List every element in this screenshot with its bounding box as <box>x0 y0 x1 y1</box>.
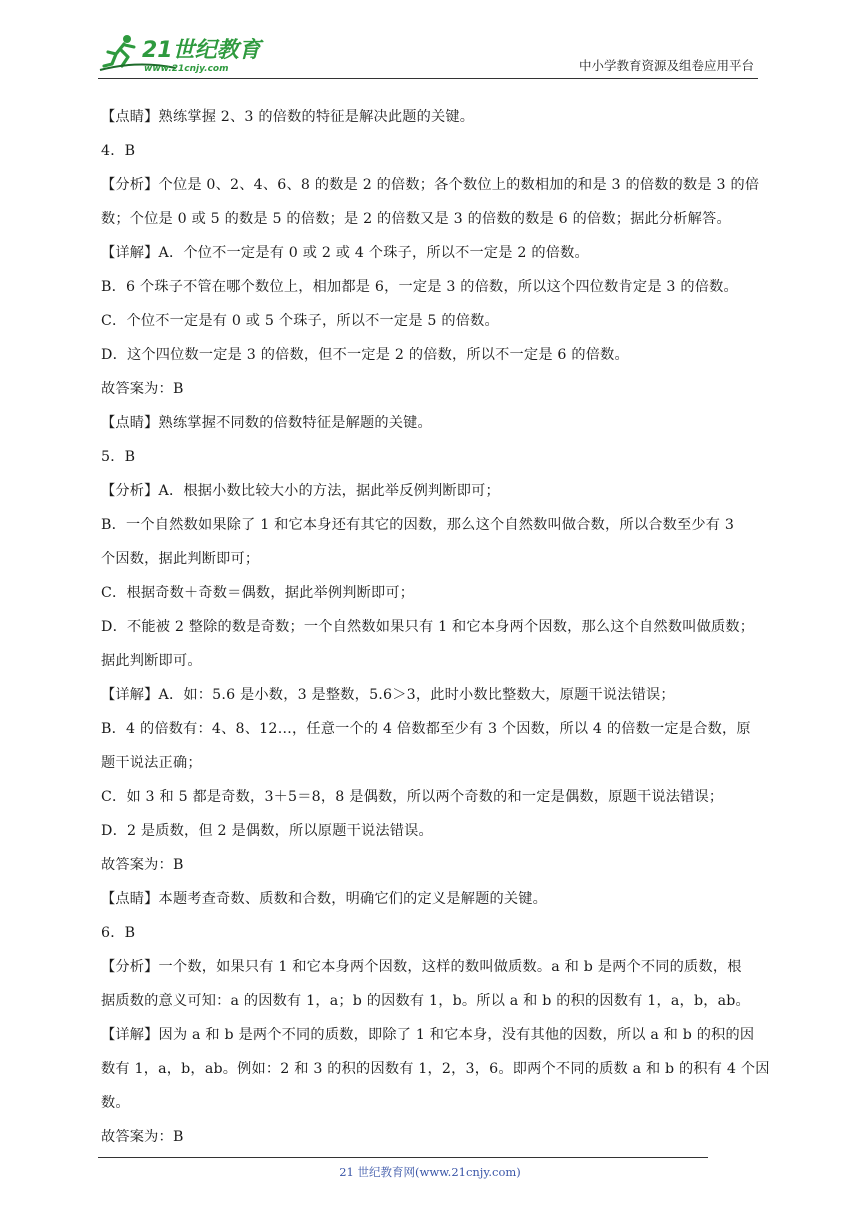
text-line: 【详解】A．如：5.6 是小数，3 是整数，5.6＞3，此时小数比整数大，原题干说法错误； <box>101 687 675 703</box>
text-line: C．如 3 和 5 都是奇数，3＋5＝8，8 是偶数，所以两个奇数的和一定是偶数，原题干说法错误； <box>101 789 724 805</box>
text-line: 【点睛】熟练掌握不同数的倍数特征是解题的关键。 <box>101 415 432 431</box>
text-line: B．6 个珠子不管在哪个数位上，相加都是 6，一定是 3 的倍数，所以这个四位数肯定是 3 的倍数。 <box>101 279 738 295</box>
text-line: 【详解】因为 a 和 b 是两个不同的质数，即除了 1 和它本身，没有其他的因数，所以 a 和 b 的积的因 <box>101 1027 755 1043</box>
text-line: 个因数，据此判断即可； <box>101 551 260 567</box>
text-line: 4．B <box>101 143 136 159</box>
text-line: 【点睛】本题考查奇数、质数和合数，明确它们的定义是解题的关键。 <box>101 891 548 907</box>
text-line: B．一个自然数如果除了 1 和它本身还有其它的因数，那么这个自然数叫做合数，所以合数至少有 3 <box>101 517 735 533</box>
header-platform-text: 中小学教育资源及组卷应用平台 <box>578 58 754 73</box>
text-line: C．根据奇数＋奇数＝偶数，据此举例判断即可； <box>101 585 415 601</box>
text-line: D．这个四位数一定是 3 的倍数，但不一定是 2 的倍数，所以不一定是 6 的倍数。 <box>101 347 629 363</box>
text-line: 5．B <box>101 449 136 465</box>
page-header <box>98 30 758 79</box>
text-line: 【点睛】熟练掌握 2、3 的倍数的特征是解决此题的关键。 <box>101 109 475 125</box>
text-line: D．2 是质数，但 2 是偶数，所以原题干说法错误。 <box>101 823 433 839</box>
text-line: 题干说法正确； <box>101 755 202 771</box>
text-line: 据质数的意义可知：a 的因数有 1，a；b 的因数有 1，b。所以 a 和 b 的积的因数有 1，a，b，ab。 <box>101 993 750 1009</box>
text-line: 【分析】A．根据小数比较大小的方法，据此举反例判断即可； <box>101 483 500 499</box>
text-line: 故答案为：B <box>101 1129 184 1145</box>
document-body <box>101 100 770 1154</box>
text-line: C．个位不一定是有 0 或 5 个珠子，所以不一定是 5 的倍数。 <box>101 313 499 329</box>
text-line: 据此判断即可。 <box>101 653 202 669</box>
text-line: 故答案为：B <box>101 381 184 397</box>
text-line: 数。 <box>101 1095 130 1111</box>
text-line: 数有 1，a，b，ab。例如：2 和 3 的积的因数有 1，2，3，6。即两个不同的质数 a 和 b 的积有 4 个因 <box>101 1061 770 1077</box>
text-line: B．4 的倍数有：4、8、12…，任意一个的 4 倍数都至少有 3 个因数，所以 4 的倍数一定是合数，原 <box>101 721 751 737</box>
svg-text:www.21cnjy.com: www.21cnjy.com <box>144 64 229 74</box>
footer-site-text[interactable]: 21 世纪教育网(www.21cnjy.com) <box>339 1165 521 1179</box>
text-line: 6．B <box>101 925 136 941</box>
footer-divider <box>98 1157 708 1158</box>
text-line: 数；个位是 0 或 5 的数是 5 的倍数；是 2 的倍数又是 3 的倍数的数是 6 的倍数；据此分析解答。 <box>101 211 731 227</box>
text-line: D．不能被 2 整除的数是奇数；一个自然数如果只有 1 和它本身两个因数，那么这个自然数叫做质数； <box>101 619 755 635</box>
logo-icon <box>98 30 268 76</box>
text-line: 故答案为：B <box>101 857 184 873</box>
svg-text:21世纪教育: 21世纪教育 <box>142 38 261 63</box>
text-line: 【详解】A．个位不一定是有 0 或 2 或 4 个珠子，所以不一定是 2 的倍数。 <box>101 245 589 261</box>
text-line: 【分析】个位是 0、2、4、6、8 的数是 2 的倍数；各个数位上的数相加的和是 3 的倍数的数是 3 的倍 <box>101 177 760 193</box>
text-line: 【分析】一个数，如果只有 1 和它本身两个因数，这样的数叫做质数。a 和 b 是两个不同的质数，根 <box>101 959 742 975</box>
